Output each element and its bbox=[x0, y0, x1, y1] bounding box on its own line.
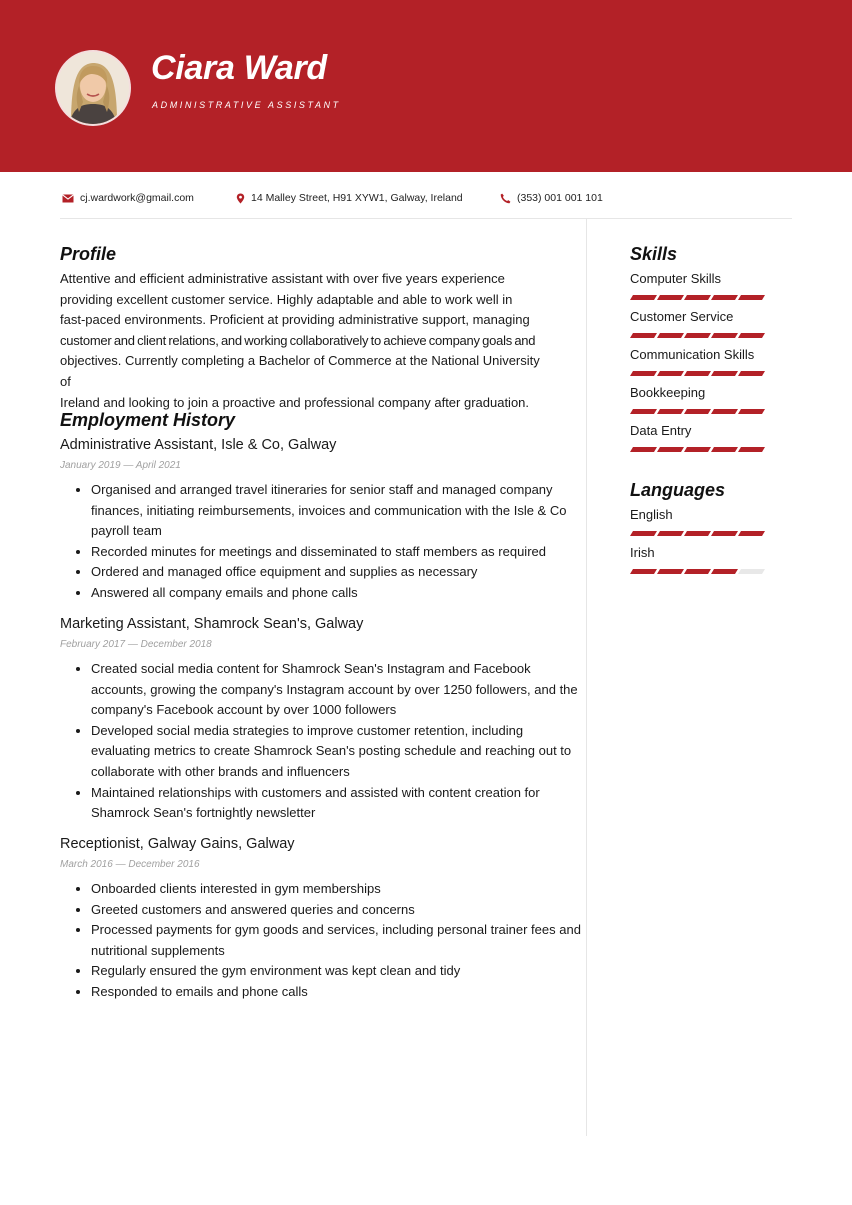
list-item: • Developed social media strategies to improve customer retention, including evaluating metrics to create Shamrock Sean's posting schedule and reaching out to collaborate with other brands and influencers bbox=[91, 721, 581, 783]
language-name: English bbox=[630, 507, 673, 522]
column-divider bbox=[586, 219, 587, 1136]
level-segments bbox=[630, 371, 768, 376]
phone-icon bbox=[500, 193, 511, 204]
list-item: • Regularly ensured the gym environment was kept clean and tidy bbox=[91, 961, 581, 982]
job-bullets bbox=[60, 480, 581, 604]
profile-line: customer and client relations, and working collaboratively to achieve company goals and bbox=[60, 332, 536, 348]
level-segment-filled bbox=[738, 409, 765, 414]
level-segment-filled bbox=[684, 371, 711, 376]
level-segment-filled bbox=[657, 447, 684, 452]
list-item: • Maintained relationships with customers and assisted with content creation for Shamrock Sean's fortnightly newsletter bbox=[91, 783, 581, 824]
job-title: Marketing Assistant, Shamrock Sean's, Galway bbox=[60, 616, 364, 632]
level-segment-filled bbox=[630, 531, 657, 536]
level-segments bbox=[630, 447, 768, 452]
phone-text: (353) 001 001 101 bbox=[517, 192, 603, 204]
level-segment-filled bbox=[738, 447, 765, 452]
level-segment-filled bbox=[630, 295, 657, 300]
list-item: • Ordered and managed office equipment and supplies as necessary bbox=[91, 562, 581, 583]
level-segment-filled bbox=[684, 447, 711, 452]
profile-line: Ireland and looking to join a proactive and professional company after graduation. bbox=[60, 394, 530, 410]
list-item: • Created social media content for Shamrock Sean's Instagram and Facebook accounts, growing the company's Instagram account by over 1250 followers, and the company's Facebook account by over 1000 followers bbox=[91, 659, 581, 721]
contact-email[interactable] bbox=[62, 190, 194, 206]
job-dates: February 2017 — December 2018 bbox=[60, 639, 212, 650]
level-segment-filled bbox=[684, 295, 711, 300]
job-bullets bbox=[60, 659, 581, 824]
level-segments bbox=[630, 295, 768, 300]
level-segment-filled bbox=[657, 371, 684, 376]
level-segment-filled bbox=[684, 531, 711, 536]
profile-heading: Profile bbox=[60, 244, 117, 264]
list-item: • Processed payments for gym goods and services, including personal trainer fees and nutritional supplements bbox=[91, 920, 581, 961]
level-segment-filled bbox=[711, 333, 738, 338]
level-segment-filled bbox=[657, 333, 684, 338]
level-segment-filled bbox=[657, 409, 684, 414]
level-segment-filled bbox=[657, 569, 684, 574]
job-dates: January 2019 — April 2021 bbox=[60, 460, 181, 471]
skill-name: Customer Service bbox=[630, 309, 734, 324]
address-text: 14 Malley Street, H91 XYW1, Galway, Ireland bbox=[251, 192, 463, 204]
list-item: • Responded to emails and phone calls bbox=[91, 982, 581, 1003]
candidate-title: ADMINISTRATIVE ASSISTANT bbox=[152, 100, 341, 110]
skill-name: Communication Skills bbox=[630, 347, 755, 362]
level-segment-filled bbox=[711, 569, 738, 574]
language-level-bar bbox=[630, 531, 768, 536]
level-segment-filled bbox=[684, 333, 711, 338]
level-segment-filled bbox=[630, 371, 657, 376]
skill-name: Data Entry bbox=[630, 423, 692, 438]
level-segment-filled bbox=[738, 371, 765, 376]
level-segment-filled bbox=[657, 295, 684, 300]
skill-name: Computer Skills bbox=[630, 271, 722, 286]
level-segments bbox=[630, 333, 768, 338]
level-segment-filled bbox=[684, 409, 711, 414]
contact-address bbox=[236, 190, 463, 206]
level-segment-filled bbox=[711, 447, 738, 452]
level-segment-filled bbox=[630, 409, 657, 414]
profile-summary bbox=[60, 269, 550, 413]
profile-line: objectives. Currently completing a Bachelor of Commerce at the National University of bbox=[60, 353, 540, 389]
job-bullets bbox=[60, 879, 581, 1003]
level-segments bbox=[630, 531, 768, 536]
profile-line: fast-paced environments. Proficient at providing administrative support, managing bbox=[60, 312, 530, 328]
list-item: • Answered all company emails and phone calls bbox=[91, 583, 581, 604]
level-segment-filled bbox=[711, 371, 738, 376]
level-segment-filled bbox=[738, 295, 765, 300]
skill-name: Bookkeeping bbox=[630, 385, 706, 400]
avatar-photo bbox=[57, 52, 129, 124]
skill-level-bar bbox=[630, 333, 768, 338]
job-dates: March 2016 — December 2016 bbox=[60, 859, 200, 870]
level-segment-filled bbox=[711, 295, 738, 300]
level-segment-filled bbox=[630, 333, 657, 338]
job-title: Receptionist, Galway Gains, Galway bbox=[60, 836, 295, 852]
level-segment-filled bbox=[657, 531, 684, 536]
skill-level-bar bbox=[630, 371, 768, 376]
level-segment-filled bbox=[738, 531, 765, 536]
skill-level-bar bbox=[630, 295, 768, 300]
skill-level-bar bbox=[630, 447, 768, 452]
level-segment-filled bbox=[711, 409, 738, 414]
skills-heading: Skills bbox=[630, 244, 678, 264]
employment-heading: Employment History bbox=[60, 410, 236, 430]
level-segment-filled bbox=[630, 569, 657, 574]
language-name: Irish bbox=[630, 545, 655, 560]
contact-divider bbox=[60, 218, 792, 219]
header-banner bbox=[0, 0, 852, 172]
level-segments bbox=[630, 569, 768, 574]
profile-line: providing excellent customer service. Highly adaptable and able to work well in bbox=[60, 291, 513, 307]
level-segment-filled bbox=[684, 569, 711, 574]
avatar bbox=[57, 52, 129, 124]
level-segment-filled bbox=[711, 531, 738, 536]
mail-icon bbox=[62, 194, 74, 203]
language-level-bar bbox=[630, 569, 768, 574]
profile-line: Attentive and efficient administrative assistant with over five years experience bbox=[60, 271, 505, 286]
location-pin-icon bbox=[236, 193, 245, 204]
languages-heading: Languages bbox=[630, 480, 726, 500]
skill-level-bar bbox=[630, 409, 768, 414]
email-text: cj.wardwork@gmail.com bbox=[80, 192, 194, 204]
list-item: • Organised and arranged travel itineraries for senior staff and managed company finances, initiating reimbursements, invoices and communication with the Isle & Co payroll team bbox=[91, 480, 581, 542]
contact-phone[interactable] bbox=[500, 190, 603, 206]
level-segments bbox=[630, 409, 768, 414]
level-segment-filled bbox=[630, 447, 657, 452]
list-item: • Greeted customers and answered queries and concerns bbox=[91, 900, 581, 921]
level-segment-filled bbox=[738, 333, 765, 338]
candidate-name: Ciara Ward bbox=[151, 49, 327, 87]
job-title: Administrative Assistant, Isle & Co, Galway bbox=[60, 437, 337, 453]
level-segment-empty bbox=[738, 569, 765, 574]
list-item: • Recorded minutes for meetings and disseminated to staff members as required bbox=[91, 542, 581, 563]
list-item: • Onboarded clients interested in gym memberships bbox=[91, 879, 581, 900]
